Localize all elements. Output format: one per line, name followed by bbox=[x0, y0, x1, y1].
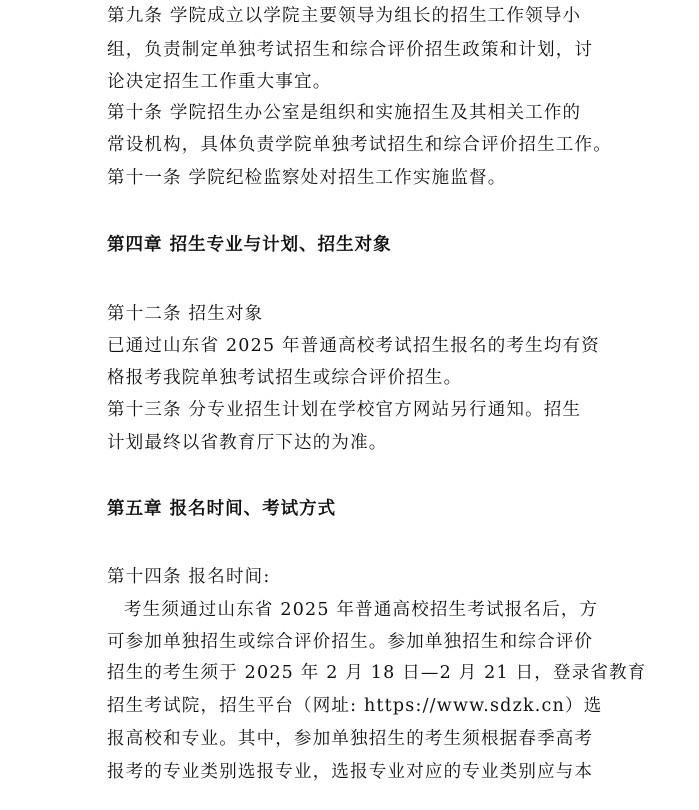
article-14-line-7: 报考的专业类别选报专业，选报专业对应的专业类别应与本 bbox=[107, 762, 594, 782]
article-9-line-1: 第九条 学院成立以学院主要领导为组长的招生工作领导小 bbox=[107, 6, 582, 26]
article-10-line-1: 第十条 学院招生办公室是组织和实施招生及其相关工作的 bbox=[107, 103, 582, 123]
article-13-line-2: 计划最终以省教育厅下达的为准。 bbox=[107, 433, 388, 453]
article-13-line-1: 第十三条 分专业招生计划在学校官方网站另行通知。招生 bbox=[107, 400, 582, 420]
article-12-line-2: 已通过山东省 2025 年普通高校考试招生报名的考生均有资 bbox=[107, 336, 600, 356]
article-14-line-6: 报高校和专业。其中，参加单独招生的考生须根据春季高考 bbox=[107, 729, 594, 749]
article-12-line-3: 格报考我院单独考试招生或综合评价招生。 bbox=[107, 368, 463, 388]
article-14-line-2: 考生须通过山东省 2025 年普通高校招生考试报名后，方 bbox=[124, 600, 599, 620]
article-11-line-1: 第十一条 学院纪检监察处对招生工作实施监督。 bbox=[107, 168, 507, 188]
article-12-line-1: 第十二条 招生对象 bbox=[107, 304, 264, 324]
article-9-line-3: 论决定招生工作重大事宜。 bbox=[107, 72, 332, 92]
article-14-line-5: 招生考试院，招生平台（网址: https://www.sdzk.cn）选 bbox=[107, 696, 603, 716]
article-9-line-2: 组，负责制定单独考试招生和综合评价招生政策和计划，讨 bbox=[107, 40, 594, 60]
article-14-line-4: 招生的考生须于 2025 年 2 月 18 日—2 月 21 日，登录省教育 bbox=[107, 663, 647, 683]
article-14-line-1: 第十四条 报名时间: bbox=[107, 567, 271, 587]
article-10-line-2: 常设机构，具体负责学院单独考试招生和综合评价招生工作。 bbox=[107, 135, 612, 155]
article-14-line-3: 可参加单独招生或综合评价招生。参加单独招生和综合评价 bbox=[107, 632, 594, 652]
chapter-5-title: 第五章 报名时间、考试方式 bbox=[107, 499, 337, 519]
chapter-4-title: 第四章 招生专业与计划、招生对象 bbox=[107, 235, 392, 255]
